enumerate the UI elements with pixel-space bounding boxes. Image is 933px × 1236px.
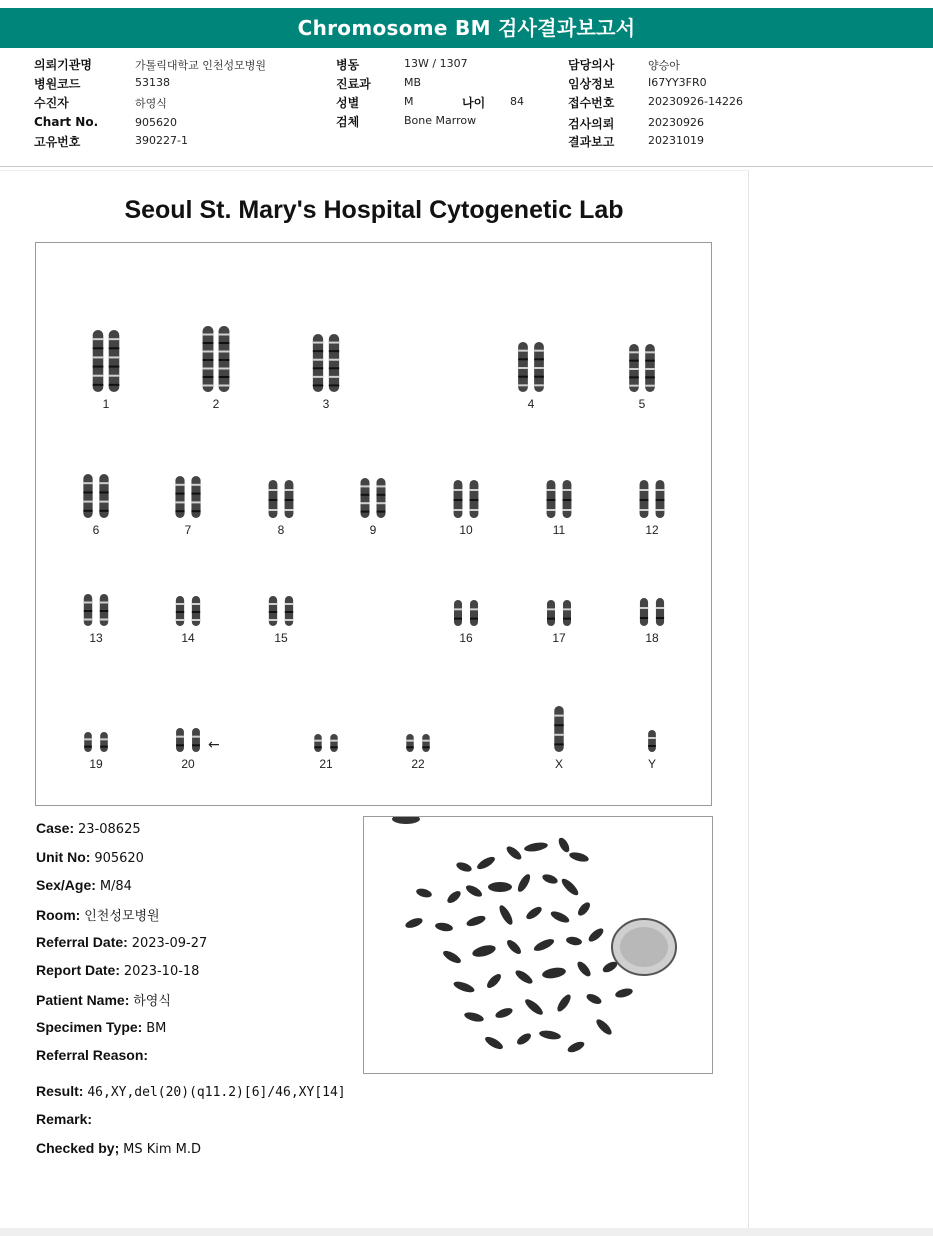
chromosome-7	[158, 475, 218, 537]
karyogram-panel	[35, 242, 712, 806]
chromosome-4	[501, 341, 561, 411]
info-label: 임상정보	[568, 77, 615, 91]
spread-chromosome	[463, 1011, 484, 1024]
chromosome-image	[158, 595, 218, 627]
info-value: 13W / 1307	[404, 57, 468, 70]
spread-chromosome	[541, 966, 566, 980]
spread-chromosome	[516, 872, 533, 893]
chromosome-19	[66, 731, 126, 771]
chromatid-pair	[640, 598, 648, 626]
chromatid-pair	[330, 734, 337, 752]
spread-chromosome	[434, 921, 453, 932]
spread-chromosome	[464, 883, 484, 899]
spread-chromosome	[587, 926, 606, 944]
info-value: Bone Marrow	[404, 114, 477, 127]
chromosome-image	[158, 475, 218, 519]
chromosome-21	[296, 733, 356, 771]
chromatid-pair	[329, 334, 339, 392]
chromosome-label: 2	[212, 397, 220, 411]
spread-chromosome	[505, 844, 524, 862]
patient-info-panel	[0, 48, 933, 167]
chromosome-1	[76, 329, 136, 411]
spread-chromosome	[532, 937, 555, 954]
spread-chromosome	[538, 1029, 561, 1041]
spread-chromosome	[565, 936, 582, 947]
spread-chromosome	[485, 972, 503, 990]
field-specimen-type: Specimen Type: BM	[36, 1019, 167, 1036]
field-unit-no: Unit No: 905620	[36, 849, 144, 866]
chromosome-label: 14	[181, 631, 195, 645]
spread-chromosome	[557, 836, 572, 854]
chromosome-image	[529, 705, 589, 753]
chromosome-12	[622, 479, 682, 537]
chromatid-pair	[269, 596, 277, 626]
spread-chromosome	[523, 841, 548, 853]
chromatid-pair	[84, 732, 92, 752]
spread-chromosome	[452, 979, 475, 994]
chromatid-pair	[176, 596, 184, 626]
chromatid-pair	[93, 330, 104, 392]
chromosome-y	[622, 729, 682, 771]
chromatid-pair	[377, 478, 386, 518]
chromatid-pair	[361, 478, 370, 518]
lab-title: Seoul St. Mary's Hospital Cytogenetic Lab	[124, 196, 624, 224]
field-checked-by: Checked by; MS Kim M.D	[36, 1140, 202, 1157]
blank-pane	[749, 170, 933, 1228]
chromatid-pair	[534, 342, 544, 392]
spread-chromosome	[555, 993, 573, 1014]
chromosome-label: 15	[274, 631, 288, 645]
spread-chromosome	[541, 873, 559, 886]
spread-chromosome	[505, 938, 523, 956]
chromatid-pair	[656, 480, 665, 518]
chromosome-image	[622, 479, 682, 519]
chromosome-label: 1	[102, 397, 110, 411]
info-label: 고유번호	[34, 135, 81, 149]
chromatid-pair	[100, 732, 108, 752]
chromosome-label: X	[554, 757, 563, 771]
spread-chromosome	[614, 987, 633, 999]
chromosome-image	[501, 341, 561, 393]
chromosome-label: 4	[527, 397, 535, 411]
info-label: 결과보고	[568, 135, 615, 149]
chromosome-label: 11	[552, 523, 566, 537]
spread-chromosome	[549, 909, 571, 925]
chromosome-18	[622, 597, 682, 645]
info-label: 병원코드	[34, 77, 81, 91]
chromatid-pair	[314, 734, 321, 752]
chromatid-pair	[175, 476, 184, 518]
spread-chromosome	[515, 1031, 533, 1047]
spread-chromosome	[576, 900, 592, 917]
field-result: Result: 46,XY,del(20)(q11.2)[6]/46,XY[14]	[36, 1083, 346, 1100]
info-value: 905620	[135, 116, 177, 129]
chromosome-image	[66, 731, 126, 753]
chromosome-15	[251, 595, 311, 645]
chromosome-2	[186, 325, 246, 411]
chromosome-image	[622, 729, 682, 753]
spread-chromosome	[465, 914, 487, 928]
chromosome-image	[251, 595, 311, 627]
chromatid-pair	[100, 594, 108, 626]
chromatid-pair	[648, 730, 656, 752]
chromatid-pair	[313, 334, 323, 392]
info-label: 수진자	[34, 96, 69, 110]
chromosome-image	[388, 733, 448, 753]
chromosome-10	[436, 479, 496, 537]
report-title: Chromosome BM 검사결과보고서	[297, 16, 636, 40]
chromosome-5	[612, 343, 672, 411]
spread-chromosome	[524, 905, 543, 922]
chromosome-label: 19	[89, 757, 103, 771]
spread-chromosome	[559, 876, 580, 897]
info-value: I67YY3FR0	[648, 76, 707, 89]
chromosome-3	[296, 333, 356, 411]
chromosome-image	[436, 479, 496, 519]
field-remark: Remark:	[36, 1111, 93, 1127]
chromatid-pair	[470, 600, 478, 626]
spread-chromosome	[404, 916, 424, 930]
info-label: 의뢰기관명	[34, 58, 92, 72]
chromatid-pair	[99, 474, 108, 518]
nucleus-inner	[620, 927, 668, 967]
arrow-marker: ←	[208, 737, 220, 753]
field-report-date: Report Date: 2023-10-18	[36, 962, 200, 979]
chromatid-pair	[285, 480, 294, 518]
chromosome-9	[343, 477, 403, 537]
spread-chromosome	[455, 861, 473, 874]
info-value: 53138	[135, 76, 170, 89]
info-value: 20231019	[648, 134, 704, 147]
info-label: 검체	[336, 115, 360, 129]
chromatid-pair	[454, 600, 462, 626]
chromatid-pair	[191, 476, 200, 518]
chromatid-pair	[554, 706, 563, 752]
chromatid-pair	[640, 480, 649, 518]
spread-chromosome	[445, 889, 462, 905]
chromosome-label: 8	[277, 523, 285, 537]
metaphase-spread	[364, 817, 712, 1073]
info-value: 양승아	[648, 59, 680, 72]
chromatid-pair	[285, 596, 293, 626]
chromosome-label: 21	[319, 757, 333, 771]
chromatid-pair	[563, 600, 571, 626]
chromosome-14	[158, 595, 218, 645]
spread-chromosome	[494, 1006, 514, 1020]
chromosome-image	[612, 343, 672, 393]
info-value: 390227-1	[135, 134, 188, 147]
spread-chromosome	[483, 1035, 504, 1052]
spread-chromosome	[514, 968, 535, 986]
chromosome-label: 16	[459, 631, 473, 645]
chromosome-label: Y	[647, 757, 656, 771]
chromosome-image	[66, 593, 126, 627]
chromatid-pair	[192, 596, 200, 626]
chromatid-pair	[83, 474, 92, 518]
spread-chromosome	[568, 851, 589, 864]
chromosome-image	[296, 733, 356, 753]
chromosome-label: 10	[459, 523, 473, 537]
chromosome-image	[529, 599, 589, 627]
field-patient-name: Patient Name: 하영식	[36, 992, 171, 1009]
chromosome-22	[388, 733, 448, 771]
spread-chromosome	[415, 887, 433, 899]
chromosome-17	[529, 599, 589, 645]
info-label: 성별	[336, 96, 360, 110]
spread-chromosome	[471, 943, 497, 959]
info-value: 20230926-14226	[648, 95, 743, 108]
chromosome-image	[436, 599, 496, 627]
report-title-bar	[0, 8, 933, 48]
chromosome-label: 18	[645, 631, 659, 645]
chromatid-pair	[518, 342, 528, 392]
field-room: Room: 인천성모병원	[36, 907, 160, 924]
info-value: 하영식	[135, 97, 167, 110]
chromosome-image	[186, 325, 246, 393]
metaphase-spread-image	[363, 816, 713, 1074]
chromosome-label: 7	[184, 523, 192, 537]
spread-chromosome	[523, 997, 545, 1017]
chromatid-pair	[656, 598, 664, 626]
chromosome-16	[436, 599, 496, 645]
field-referral-reason: Referral Reason:	[36, 1047, 149, 1063]
spread-chromosome	[441, 949, 462, 966]
spread-chromosome	[475, 855, 496, 872]
chromatid-pair	[109, 330, 120, 392]
info-label: 병동	[336, 58, 360, 72]
chromatid-pair	[454, 480, 463, 518]
info-value: 20230926	[648, 116, 704, 129]
info-label: 진료과	[336, 77, 371, 91]
chromosome-label: 13	[89, 631, 103, 645]
chromosome-image	[622, 597, 682, 627]
chromosome-image	[343, 477, 403, 519]
spread-fragment	[392, 817, 420, 824]
chromosome-6	[66, 473, 126, 537]
chromatid-pair	[422, 734, 429, 752]
info-label: Chart No.	[34, 115, 99, 129]
chromatid-pair	[406, 734, 413, 752]
info-value-age: 84	[510, 95, 524, 108]
chromatid-pair	[269, 480, 278, 518]
chromatid-pair	[219, 326, 230, 392]
field-sex-age: Sex/Age: M/84	[36, 877, 132, 894]
chromatid-pair	[547, 480, 556, 518]
chromatid-pair	[470, 480, 479, 518]
chromosome-label: 3	[322, 397, 330, 411]
chromosome-label: 17	[552, 631, 566, 645]
chromosome-label: 22	[411, 757, 425, 771]
chromosome-image	[251, 479, 311, 519]
info-label: 담당의사	[568, 58, 615, 72]
info-label: 접수번호	[568, 96, 615, 110]
info-label: 검사의뢰	[568, 117, 615, 131]
spread-chromosome	[488, 882, 512, 892]
info-value: MB	[404, 76, 422, 89]
field-referral-date: Referral Date: 2023-09-27	[36, 934, 208, 951]
chromosome-label: 20	[181, 757, 195, 771]
chromosome-label: 9	[369, 523, 377, 537]
info-label-age: 나이	[462, 96, 486, 110]
spread-chromosome	[594, 1017, 614, 1037]
spread-chromosome	[497, 903, 515, 926]
chromosome-8	[251, 479, 311, 537]
chromosome-image	[66, 473, 126, 519]
chromosome-image	[76, 329, 136, 393]
info-value: M	[404, 95, 414, 108]
chromosome-label: 5	[638, 397, 646, 411]
field-case: Case: 23-08625	[36, 820, 141, 837]
chromosome-x	[529, 705, 589, 771]
spread-chromosome	[575, 960, 593, 979]
bottom-strip	[0, 1228, 933, 1236]
chromosome-image	[296, 333, 356, 393]
chromosome-13	[66, 593, 126, 645]
chromatid-pair	[629, 344, 639, 392]
chromatid-pair	[176, 728, 184, 752]
chromatid-pair	[192, 728, 200, 752]
chromosome-label: 6	[92, 523, 100, 537]
chromatid-pair	[563, 480, 572, 518]
spread-chromosome	[566, 1040, 586, 1055]
chromatid-pair	[645, 344, 655, 392]
chromosome-11	[529, 479, 589, 537]
spread-chromosomes	[404, 836, 634, 1054]
chromosome-label: 12	[645, 523, 659, 537]
chromatid-pair	[84, 594, 92, 626]
spread-chromosome	[585, 992, 603, 1006]
chromatid-pair	[547, 600, 555, 626]
chromatid-pair	[203, 326, 214, 392]
info-value: 가톨릭대학교 인천성모병원	[135, 59, 267, 72]
chromosome-image	[529, 479, 589, 519]
